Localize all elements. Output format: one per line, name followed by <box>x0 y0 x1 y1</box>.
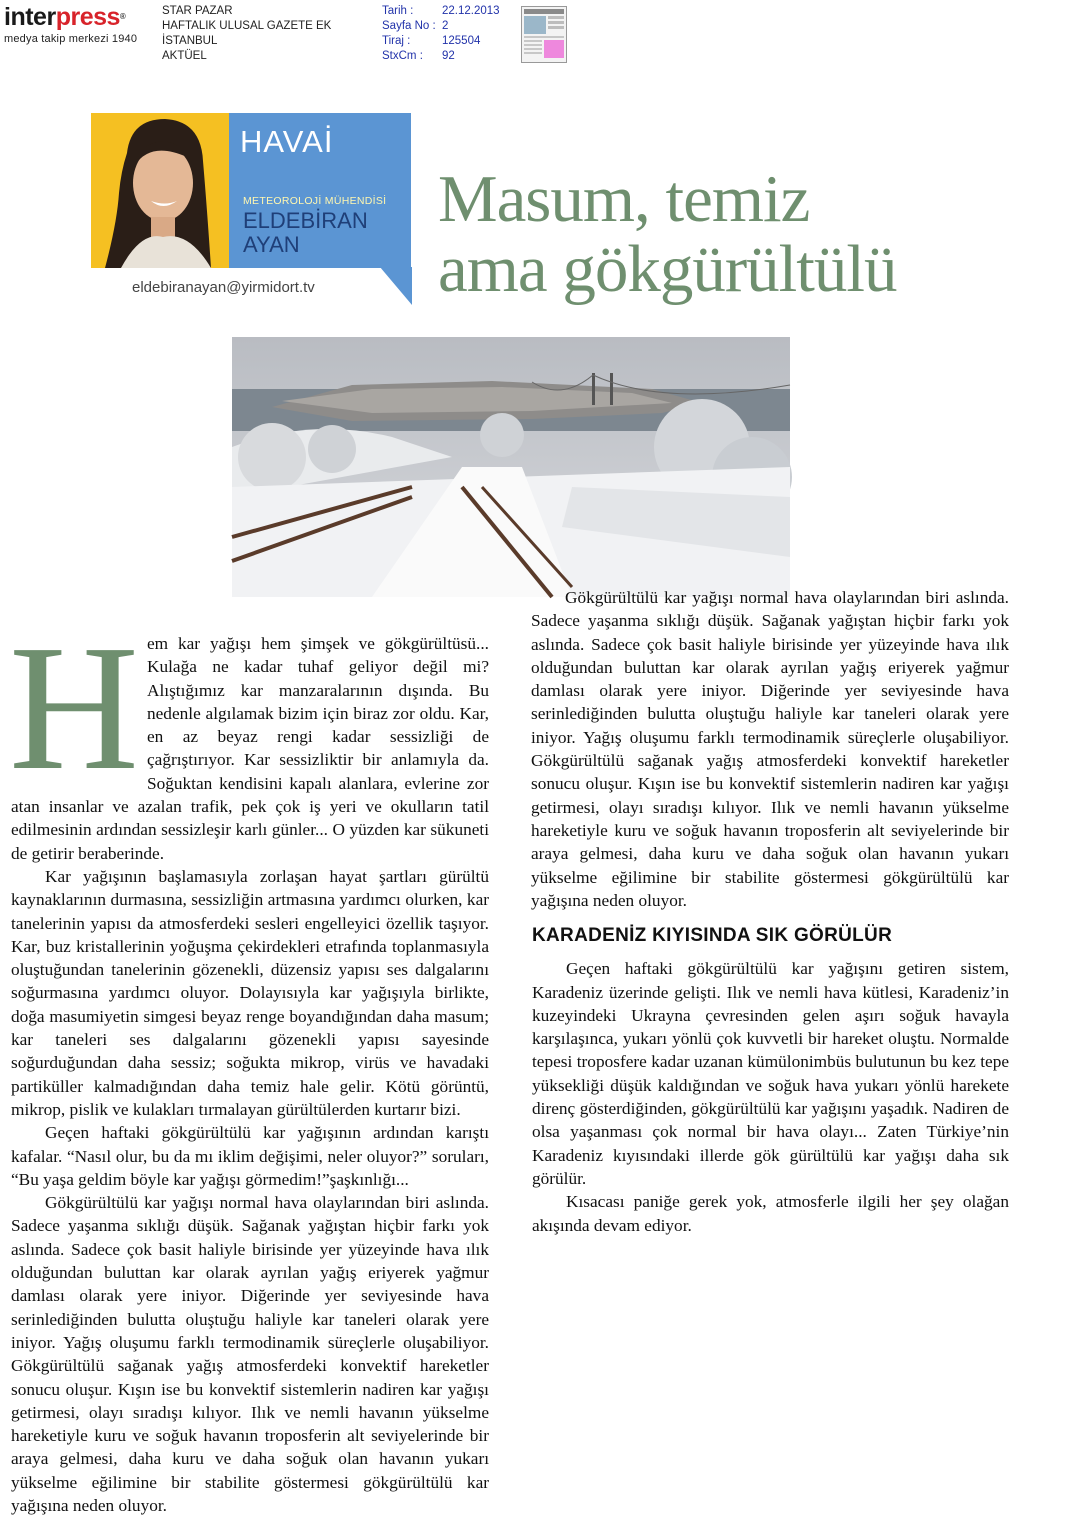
article-paragraph-continued: Gökgürültülü kar yağışı normal hava olaylarından biri aslında. Sadece yaşanma sıklığı düşük. Sağanak yağıştan hiçbir farkı yok aslında. Sadece çok basit haliyle birisinde yer yüzeyinde hava ılık olduğundan buluttan kar olarak ayrılan yağış eriyerek yağmur damlası olarak yere iniyor. Diğerinde yer seviyesinde hava serinlediğinden bulutta oluştuğu haliyle kar taneleri olarak yere iniyor. Yağış oluşumu farklı termodinamik süreçlerle oluşabiliyor. Gökgürültülü sağanak yağış atmosferdeki konvektif hareketler sonucu oluşur. Kışın ise bu konvektif sistemlerin nadiren kar yağışı getirmesi, olayı sıradışı kılıyor. Ilık ve nemli havanın yükselme hareketiyle kuru ve soğuk havanın troposferin alt seviyelerinde bir araya gelmesi, daha kuru ve daha soğuk olan havanın yukarı yükselme eğilimine bir stabilite göstermesi gökgürültülü kar yağışına neden oluyor. <box>11 1193 489 1515</box>
logo-registered-mark: ® <box>119 12 126 21</box>
field-row <box>382 19 500 34</box>
article-paragraph: Kar yağışının başlamasıyla zorlaşan hayat şartları gürültü kaynaklarının durmasına, sessizliğin artmasına yardımcı olurken, kar tanelerinin yapısı da atmosferdeki sesleri engelleyici özellik taşıyor. Kar, buz kristallerinin yoğuşma çekirdekleri etrafında toplanmasıyla oluştuğundan tanelerinin gözenekli, düzensiz yapısı ses dalgalarını soğurmasına yardımcı oluyor. Dolayısıyla kar yağışıyla birlikte, doğa masumiyetin simgesi beyaz renge boyandığından daha masum; kar taneleri ses dalgalarını gözenekli yapısı sayesinde soğurduğundan daha sessiz; soğukta mikrop, virüs ve havadaki partiküller kalmadığından daha temiz hale gelir. Kötü görüntü, mikrop, pislik ve kulakları tırmalayan gürültülerden kurtarır bizi. <box>11 866 489 1119</box>
publication-frequency: HAFTALIK ULUSAL GAZETE EK <box>162 20 332 32</box>
field-label: Sayfa No : <box>382 20 436 32</box>
columnist-first-name: ELDEBİRAN <box>243 208 368 233</box>
columnist-role: METEOROLOJİ MÜHENDİSİ <box>243 195 387 207</box>
field-row <box>382 4 500 19</box>
snowy-park-photo <box>232 337 790 597</box>
article-paragraph: Geçen haftaki gökgürültülü kar yağışını getiren sistem, Karadeniz üzerinde gelişti. Ilık ve nemli hava kütlesi, Karadeniz’in kuzeyindeki Ukrayna çevresinden gelen aşırı soğuk havayla karşılaşınca, yukarı yönlü çok kuvvetli bir hareket oluştu. Normalde tepesi troposfere kadar uzanan kümülonimbüs bulutunun bu kez tepe yüksekliği düşük kaldığından ve soğuk hava yukarı yönlü harekete direnç gösterdiğinden, gökgürültülü kar yağışını yaşadık. Nadiren de olsa yaşanması çok normal bir hava olayı... Zaten Türkiye’nin Karadeniz kıyısındaki illerde gök gürültülü kar yağışı daha sık görülür. <box>532 959 1009 1188</box>
headline <box>438 164 958 304</box>
publication-info <box>162 4 331 64</box>
field-label: Tiraj : <box>382 35 411 47</box>
headline-line-2: ama gökgürültülü <box>438 232 897 306</box>
field-value: 92 <box>442 50 455 62</box>
publication-city: İSTANBUL <box>162 35 218 47</box>
article-continuation-wrap <box>531 588 1009 912</box>
article-paragraph: Geçen haftaki gökgürültülü kar yağışının ardından karıştı kafalar. “Nasıl olur, bu da mı iklim değişimi, neler oluyor?” soruları, “Bu yaşa geldim böyle kar yağışı görmedim!”şaşkınlığı... <box>11 1123 489 1189</box>
logo-tagline: medya takip merkezi 1940 <box>4 33 138 45</box>
publication-section: AKTÜEL <box>162 50 207 62</box>
drop-cap: H <box>9 608 139 807</box>
article-paragraph-continuation: Gökgürültülü kar yağışı normal hava olaylarından biri aslında. Sadece yaşanma sıklığı düşük. Sağanak yağıştan hiçbir farkı yok aslında. Sadece çok basit haliyle birisinde yer yüzeyinde hava ılık olduğundan buluttan kar olarak ayrılan yağış eriyerek yağmur damlası olarak yere iniyor. Diğerinde yer seviyesinde hava serinlediğinden bulutta oluştuğu haliyle kar taneleri olarak yere iniyor. Yağış oluşumu farklı termodinamik süreçlerle oluşabiliyor. Gökgürültülü sağanak yağış atmosferdeki konvektif hareketler sonucu oluşur. Kışın ise bu konvektif sistemlerin nadiren kar yağışı getirmesi, olayı sıradışı kılıyor. Ilık ve nemli havanın yükselme hareketiyle kuru ve soğuk havanın troposferin alt seviyelerinde bir araya gelmesi, daha kuru ve daha soğuk olan havanın yukarı yükselme eğilimine bir stabilite göstermesi gökgürültülü kar yağışına neden oluyor. <box>531 588 1009 910</box>
field-value: 22.12.2013 <box>442 5 500 17</box>
article-paragraph: Kısacası paniğe gerek yok, atmosferle ilgili her şey olağan akışında devam ediyor. <box>532 1192 1009 1235</box>
field-value: 2 <box>442 20 449 32</box>
article-paragraph: em kar yağışı hem şimşek ve gökgürültüsü... Kulağa ne kadar tuhaf geliyor değil mi? Alıştığımız kar manzaralarının dışında. Bu nedenle algılamak bizim için biraz zor oldu. Kar, en az beyaz rengi kadar sessizliği de çağrıştırıyor. Kar sessizliktir bir anlamıyla da. Soğuktan kendisini kapalı alanlara, evlerine zor atan insanlar ve azalan trafik, pek çok iş yeri ve okulların tatil edilmesinin ardından sessizleşir karlı günler... O yüzden kar sükuneti de getirir beraberinde. <box>11 634 489 863</box>
article-column-left <box>9 608 489 1515</box>
clipping-fields <box>382 4 500 64</box>
columnist-photo <box>91 113 229 268</box>
headline-line-1: Masum, temiz <box>438 162 810 236</box>
speech-bubble-tail <box>380 267 412 305</box>
field-label: StxCm : <box>382 50 423 62</box>
article-subhead: KARADENİZ KIYISINDA SIK GÖRÜLÜR <box>532 925 893 946</box>
page-thumbnail[interactable] <box>521 6 567 63</box>
interpress-logo <box>4 4 154 50</box>
field-value: 125504 <box>442 35 481 47</box>
logo-main: inter <box>4 3 56 31</box>
field-label: Tarih : <box>382 5 414 17</box>
publication-name: STAR PAZAR <box>162 5 233 17</box>
field-row <box>382 34 500 49</box>
field-row <box>382 49 500 64</box>
columnist-last-name: AYAN <box>243 232 300 257</box>
logo-accent: press <box>55 3 120 31</box>
logo-wordmark <box>4 4 154 30</box>
columnist-name <box>243 209 368 257</box>
column-title: HAVAİ <box>240 124 334 159</box>
article-column-right <box>531 588 1009 1237</box>
columnist-email[interactable]: eldebiranayan@yirmidort.tv <box>132 279 315 296</box>
